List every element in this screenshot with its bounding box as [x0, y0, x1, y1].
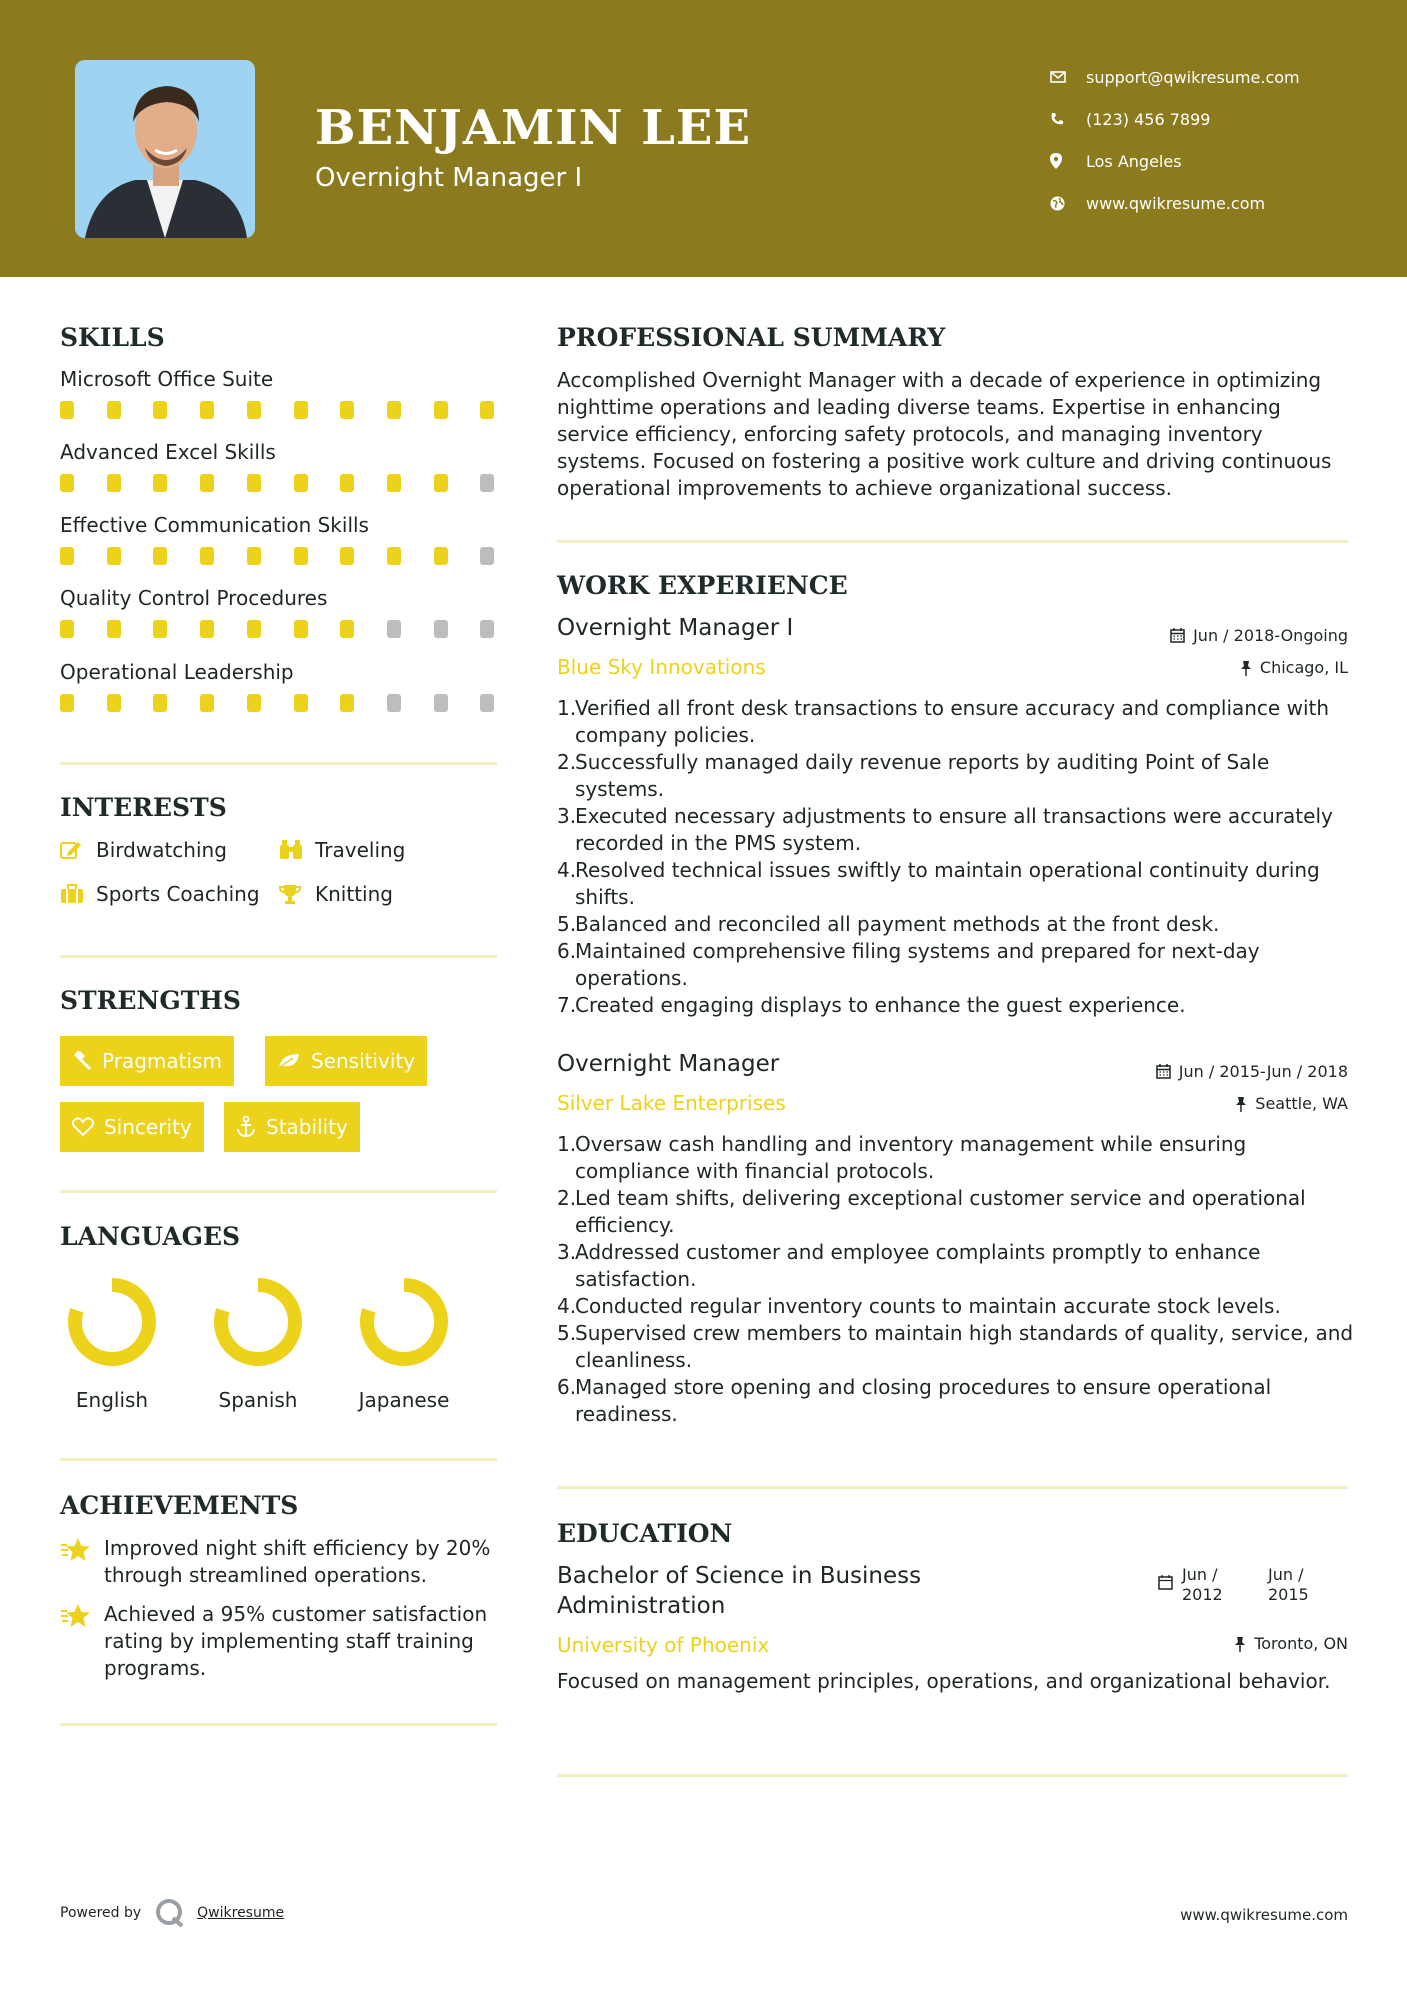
skill-item	[60, 584, 500, 640]
rating-dot	[434, 547, 448, 565]
achievement-item: Improved night shift efficiency by 20% through streamlined operations.	[60, 1535, 500, 1589]
rating-dot	[434, 694, 448, 712]
duty-item: 6. Maintained comprehensive filing systems and prepared for next-day operations.	[557, 939, 1260, 990]
strength-badge: Stability	[224, 1102, 360, 1152]
summary-heading: PROFESSIONAL SUMMARY	[557, 323, 946, 352]
rating-dot	[434, 401, 448, 419]
calendar-icon	[1156, 1064, 1171, 1079]
gavel-icon	[72, 1051, 92, 1071]
rating-dot	[107, 547, 121, 565]
language-item	[193, 1272, 323, 1412]
job-title: Overnight Manager I	[557, 615, 794, 641]
calendar-icon	[1158, 1575, 1173, 1594]
rating-dot	[247, 474, 261, 492]
skill-rating	[60, 547, 500, 567]
job-duties	[557, 1131, 1357, 1428]
skill-item	[60, 365, 500, 421]
language-ring	[62, 1272, 162, 1372]
profile-photo	[75, 60, 255, 238]
qwikresume-logo-icon	[155, 1898, 185, 1928]
candidate-name: BENJAMIN LEE	[315, 100, 752, 156]
skill-name: Quality Control Procedures	[60, 586, 328, 610]
rating-dot	[200, 547, 214, 565]
rating-dot	[387, 401, 401, 419]
education-heading: EDUCATION	[557, 1519, 733, 1548]
strength-badge: Pragmatism	[60, 1036, 234, 1086]
section-divider	[557, 1774, 1348, 1777]
rating-dot	[153, 547, 167, 565]
experience-heading: WORK EXPERIENCE	[557, 571, 848, 600]
rating-dot	[247, 694, 261, 712]
binoculars-icon	[279, 840, 315, 860]
job-location: Seattle, WA	[1235, 1094, 1348, 1113]
rating-dot	[480, 401, 494, 419]
duty-item: 3. Addressed customer and employee complaints promptly to enhance satisfaction.	[557, 1240, 1261, 1291]
rating-dot	[247, 547, 261, 565]
leaf-icon	[277, 1052, 301, 1070]
contact-location: Los Angeles	[1050, 140, 1390, 182]
rating-dot	[294, 694, 308, 712]
pushpin-icon	[1240, 660, 1252, 676]
rating-dot	[434, 620, 448, 638]
rating-dot	[60, 620, 74, 638]
rating-dot	[153, 620, 167, 638]
contact-phone[interactable]: (123) 456 7899	[1050, 98, 1390, 140]
job-dates: Jun / 2015-Jun / 2018	[1156, 1062, 1348, 1081]
rating-dot	[247, 620, 261, 638]
interest-item: Birdwatching	[60, 838, 227, 862]
section-divider	[60, 955, 497, 958]
language-ring	[208, 1272, 308, 1372]
rating-dot	[200, 474, 214, 492]
achievement-item: Achieved a 95% customer satisfaction rating by implementing staff training programs.	[60, 1601, 500, 1682]
skills-heading: SKILLS	[60, 323, 165, 352]
star-icon	[60, 1601, 104, 1682]
language-ring	[354, 1272, 454, 1372]
rating-dot	[247, 401, 261, 419]
envelope-icon	[1050, 70, 1086, 84]
anchor-icon	[236, 1116, 256, 1138]
phone-icon	[1050, 112, 1086, 126]
rating-dot	[294, 474, 308, 492]
duty-item: 4. Conducted regular inventory counts to maintain accurate stock levels.	[557, 1294, 1281, 1318]
rating-dot	[340, 547, 354, 565]
trophy-icon	[279, 884, 315, 904]
rating-dot	[340, 694, 354, 712]
section-divider	[60, 762, 497, 765]
education-description: Focused on management principles, operations, and organizational behavior.	[557, 1669, 1331, 1693]
skill-rating	[60, 620, 500, 640]
pushpin-icon	[1234, 1636, 1246, 1652]
strength-badge: Sincerity	[60, 1102, 204, 1152]
pushpin-icon	[1235, 1096, 1247, 1112]
rating-dot	[107, 401, 121, 419]
skill-name: Operational Leadership	[60, 660, 294, 684]
rating-dot	[107, 474, 121, 492]
calendar-icon	[1170, 628, 1185, 643]
skill-rating	[60, 694, 500, 714]
rating-dot	[387, 620, 401, 638]
globe-icon	[1050, 196, 1086, 211]
contact-website[interactable]: www.qwikresume.com	[1050, 182, 1390, 224]
rating-dot	[60, 474, 74, 492]
rating-dot	[60, 694, 74, 712]
duty-item: 2. Successfully managed daily revenue reports by auditing Point of Sale systems.	[557, 750, 1270, 801]
strengths-heading: STRENGTHS	[60, 986, 241, 1015]
skill-name: Advanced Excel Skills	[60, 440, 276, 464]
star-icon	[60, 1535, 104, 1589]
company-name: Silver Lake Enterprises	[557, 1091, 786, 1115]
duty-item: 1. Oversaw cash handling and inventory management while ensuring compliance with financial protocols.	[557, 1132, 1247, 1183]
skill-rating	[60, 474, 500, 494]
language-item	[339, 1272, 469, 1412]
duty-item: 5. Balanced and reconciled all payment methods at the front desk.	[557, 912, 1220, 936]
rating-dot	[153, 474, 167, 492]
rating-dot	[480, 474, 494, 492]
rating-dot	[107, 620, 121, 638]
rating-dot	[200, 620, 214, 638]
header-banner	[0, 0, 1407, 277]
rating-dot	[340, 620, 354, 638]
interest-item: Knitting	[279, 882, 393, 906]
section-divider	[557, 540, 1348, 543]
duty-item: 3. Executed necessary adjustments to ensure all transactions were accurately recorded in the PMS system.	[557, 804, 1333, 855]
job-duties	[557, 695, 1357, 1019]
heart-icon	[72, 1117, 94, 1137]
rating-dot	[480, 620, 494, 638]
company-name: Blue Sky Innovations	[557, 655, 766, 679]
footer-brand-link[interactable]: Qwikresume	[197, 1905, 285, 1921]
footer-website[interactable]: www.qwikresume.com	[1180, 1906, 1348, 1924]
skill-item	[60, 438, 500, 494]
rating-dot	[434, 474, 448, 492]
rating-dot	[60, 547, 74, 565]
job-title: Overnight Manager	[557, 1051, 780, 1077]
duty-item: 4. Resolved technical issues swiftly to maintain operational continuity during shifts.	[557, 858, 1320, 909]
rating-dot	[480, 547, 494, 565]
section-divider	[557, 1486, 1348, 1489]
language-label: English	[75, 1388, 149, 1412]
rating-dot	[200, 401, 214, 419]
footer-powered-by: Powered by Qwikresume	[60, 1898, 284, 1928]
rating-dot	[153, 694, 167, 712]
rating-dot	[387, 474, 401, 492]
job-dates: Jun / 2018-Ongoing	[1170, 626, 1348, 645]
skill-name: Microsoft Office Suite	[60, 367, 274, 391]
language-label: Spanish	[218, 1388, 298, 1412]
skill-item	[60, 658, 500, 714]
skill-name: Effective Communication Skills	[60, 513, 369, 537]
duty-item: 1. Verified all front desk transactions to ensure accuracy and compliance with company policies.	[557, 696, 1330, 747]
strength-badge: Sensitivity	[265, 1036, 427, 1086]
job-location: Chicago, IL	[1240, 658, 1348, 677]
rating-dot	[340, 474, 354, 492]
rating-dot	[153, 401, 167, 419]
rating-dot	[200, 694, 214, 712]
rating-dot	[107, 694, 121, 712]
rating-dot	[387, 694, 401, 712]
rating-dot	[294, 401, 308, 419]
section-divider	[60, 1190, 497, 1193]
language-label: Japanese	[358, 1388, 450, 1412]
candidate-title: Overnight Manager I	[315, 163, 583, 193]
school-name: University of Phoenix	[557, 1633, 770, 1657]
contact-list	[1050, 56, 1390, 224]
education-location: Toronto, ON	[1234, 1634, 1348, 1653]
edit-icon	[60, 840, 96, 860]
summary-text: Accomplished Overnight Manager with a decade of experience in optimizing nighttime operations and leading diverse teams. Expertise in enhancing service efficiency, enforcing safety protocols, and managing inventory systems. Focused on fostering a positive work culture and driving continuous operational improvements to achieve organizational success.	[557, 368, 1332, 500]
duty-item: 7. Created engaging displays to enhance the guest experience.	[557, 993, 1186, 1017]
interest-item: Traveling	[279, 838, 405, 862]
contact-email[interactable]: support@qwikresume.com	[1050, 56, 1390, 98]
interest-item: Sports Coaching	[60, 882, 260, 906]
language-item	[47, 1272, 177, 1412]
rating-dot	[387, 547, 401, 565]
rating-dot	[294, 547, 308, 565]
duty-item: 6. Managed store opening and closing procedures to ensure operational readiness.	[557, 1375, 1272, 1426]
rating-dot	[340, 401, 354, 419]
duty-item: 5. Supervised crew members to maintain high standards of quality, service, and cleanliness.	[557, 1321, 1354, 1372]
rating-dot	[60, 401, 74, 419]
degree-title-cont: Administration	[557, 1593, 726, 1619]
section-divider	[60, 1723, 497, 1726]
duty-item: 2. Led team shifts, delivering exceptional customer service and operational efficiency.	[557, 1186, 1306, 1237]
section-divider	[60, 1458, 497, 1461]
rating-dot	[480, 694, 494, 712]
languages-heading: LANGUAGES	[60, 1222, 241, 1251]
rating-dot	[294, 620, 308, 638]
suitcase-icon	[60, 884, 96, 904]
skill-rating	[60, 401, 500, 421]
interests-heading: INTERESTS	[60, 793, 227, 822]
map-pin-icon	[1050, 153, 1086, 169]
degree-title: Bachelor of Science in Business	[557, 1563, 922, 1589]
achievements-heading: ACHIEVEMENTS	[60, 1491, 299, 1520]
skill-item	[60, 511, 500, 567]
